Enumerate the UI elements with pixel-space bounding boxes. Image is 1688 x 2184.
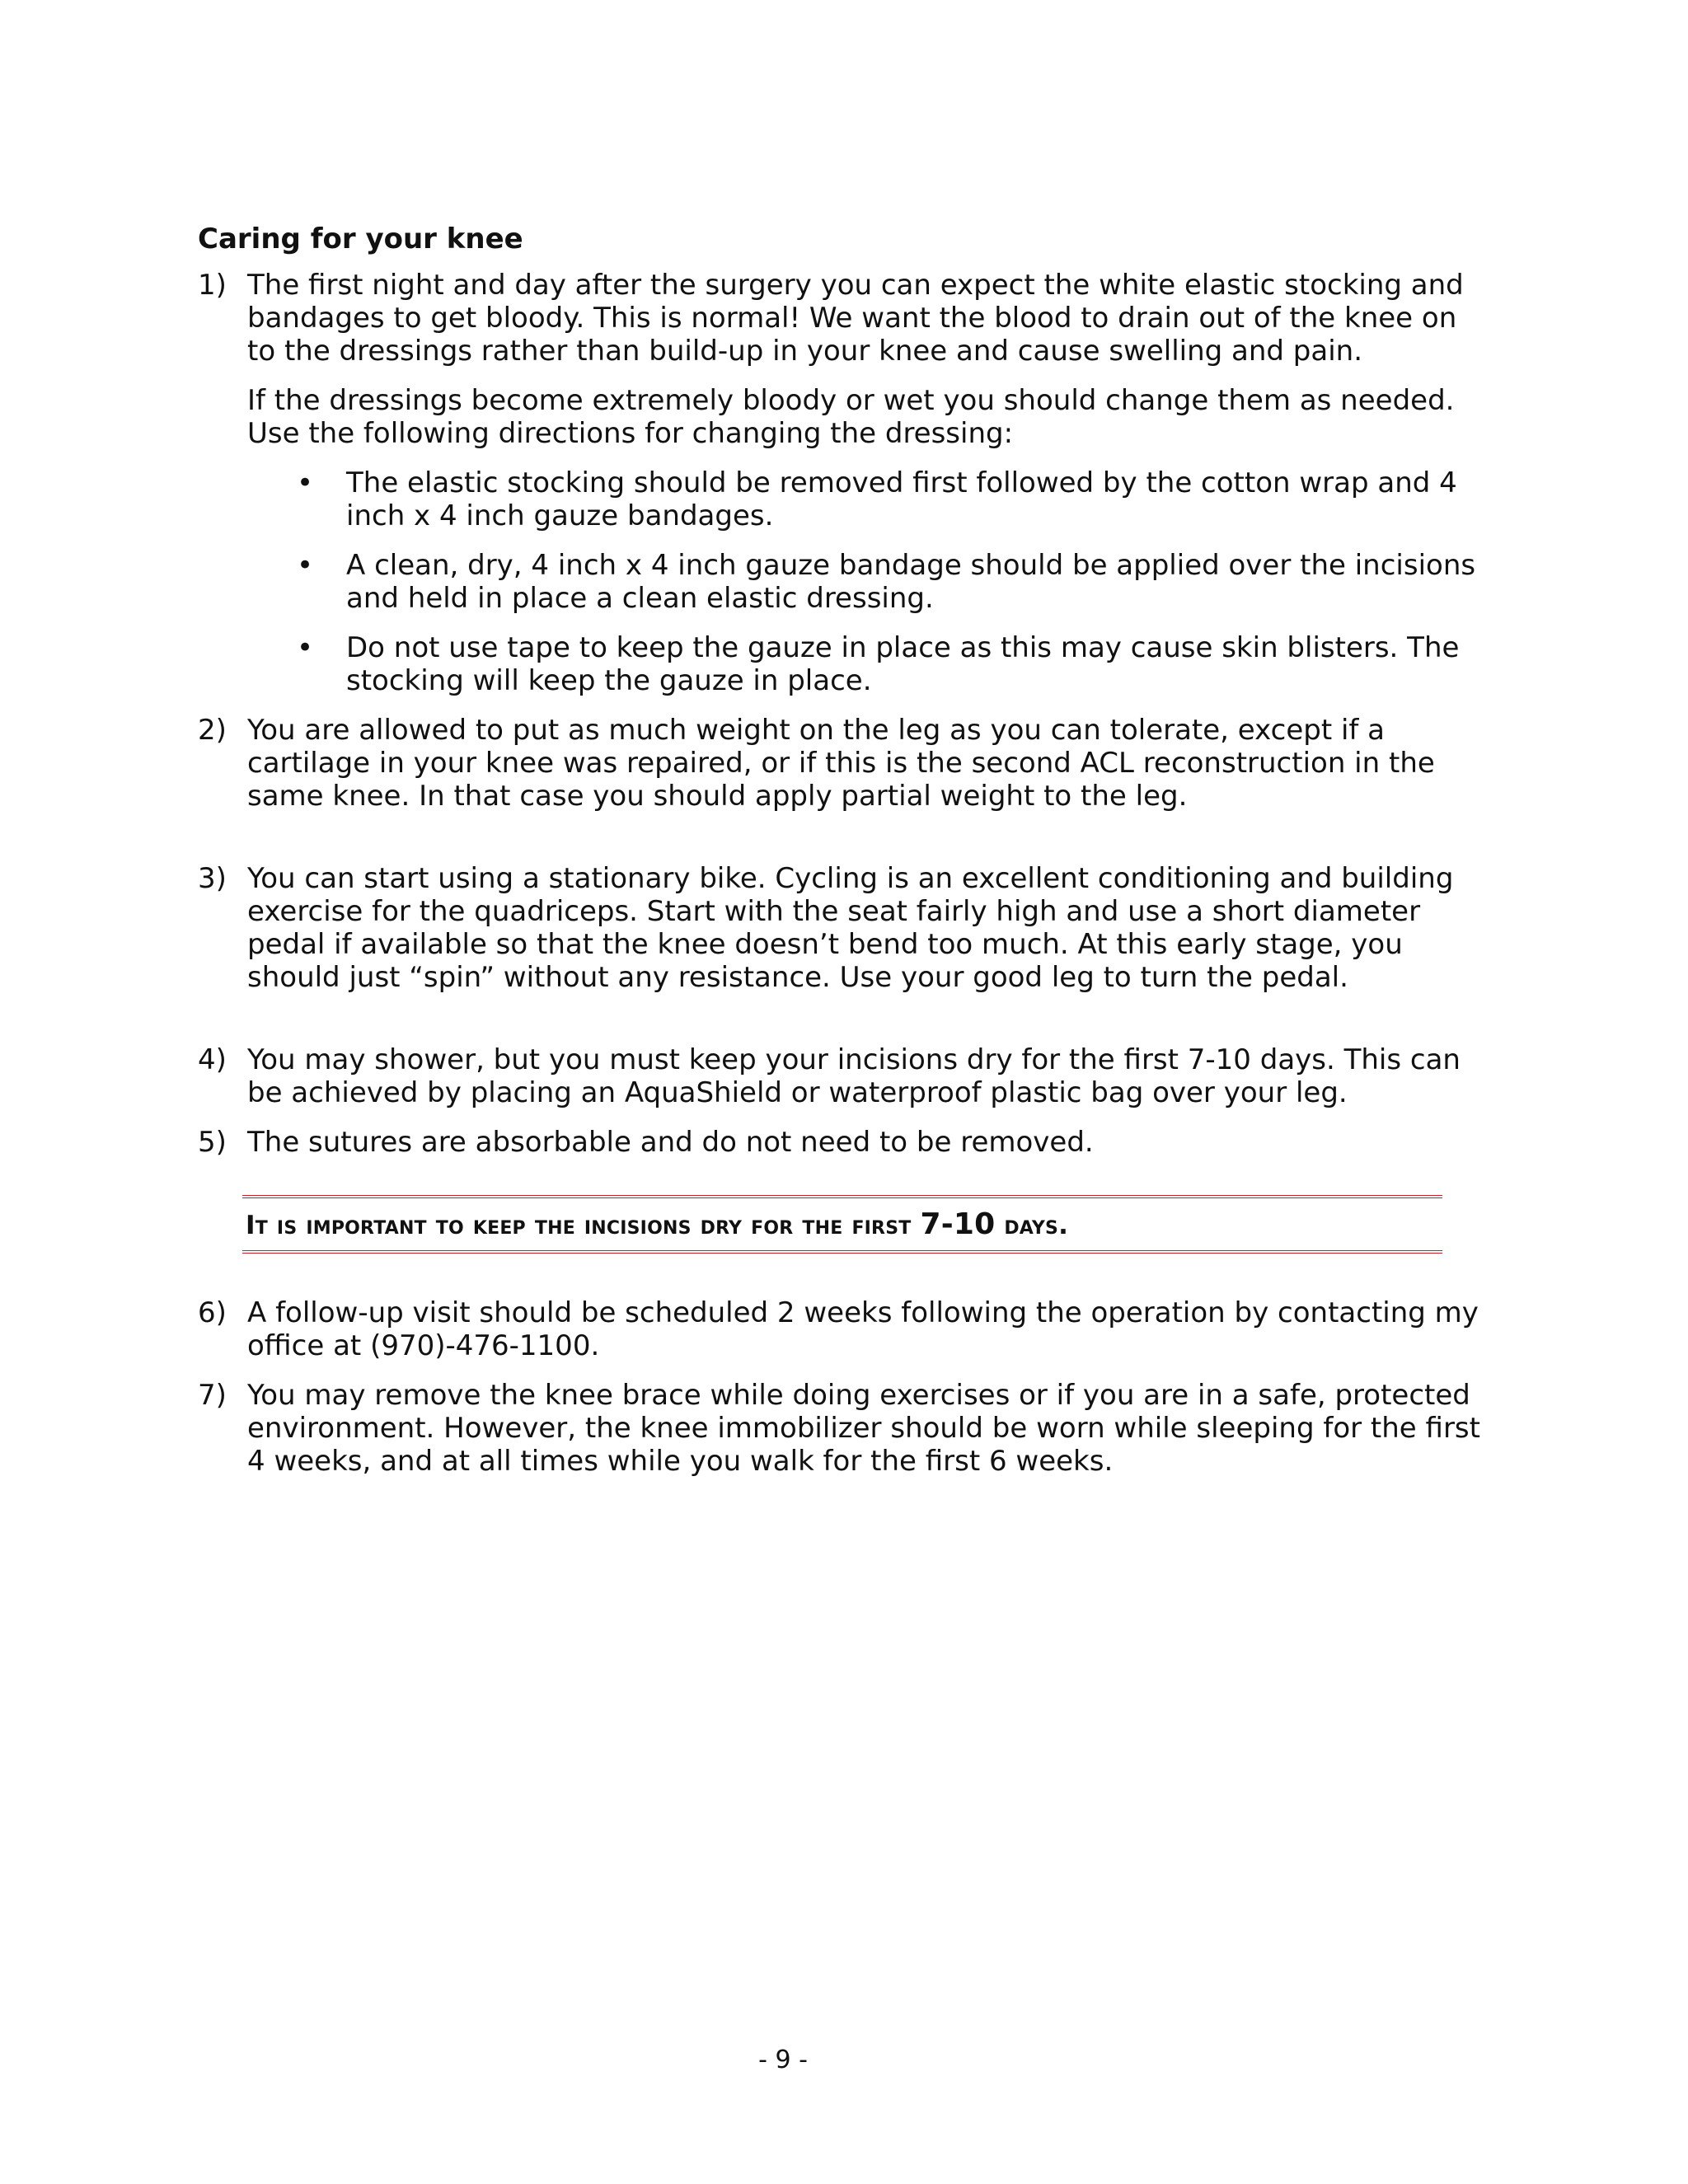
bullet-item [247,466,1484,532]
item-text: A follow-up visit should be scheduled 2 weeks following the operation by contacting my office at (970)-476-1100. [247,1296,1479,1362]
bullet-text: The elastic stocking should be removed first followed by the cotton wrap and 4 inch x 4 inch gauze bandages. [346,466,1457,532]
item-text: You may shower, but you must keep your incisions dry for the first 7-10 days. This can be achieved by placing an AquaShield or waterproof plastic bag over your leg. [247,1043,1461,1109]
item-text: You may remove the knee brace while doing exercises or if you are in a safe, protected environment. However, the knee immobilizer should be worn while sleeping for the first 4 weeks, and at all times while you walk for the first 6 weeks. [247,1379,1480,1478]
bullet-text: Do not use tape to keep the gauze in place as this may cause skin blisters. The stocking will keep the gauze in place. [346,631,1460,697]
section-heading: Caring for your knee [198,223,523,255]
item-text: The sutures are absorbable and do not need to be removed. [247,1126,1094,1159]
item-text: You are allowed to put as much weight on the leg as you can tolerate, except if a cartilage in your knee was repaired, or if this is the second ACL reconstruction in the same knee. In that case you should apply partial weight to the leg. [247,714,1435,813]
instructions-list-continued [198,1296,1484,1478]
list-item-7 [198,1379,1484,1478]
item-number: 3) [198,862,227,895]
callout-text-after: days. [1004,1211,1069,1240]
item-number: 7) [198,1379,227,1412]
item-number: 6) [198,1296,227,1329]
list-item-4 [198,1043,1484,1109]
bullet-icon: • [297,631,314,664]
list-item-6 [198,1296,1484,1362]
important-callout [242,1195,1442,1254]
bullet-icon: • [297,466,314,499]
list-item-5 [198,1126,1484,1159]
item-number: 1) [198,269,227,302]
item-text: You can start using a stationary bike. Cycling is an excellent conditioning and building exercise for the quadriceps. Start with the seat fairly high and use a short diameter pedal if available so that the knee doesn’t bend too much. At this early stage, you should just “spin” without any resistance. Use your good leg to turn the pedal. [247,862,1454,994]
dressing-steps-list [247,466,1484,697]
bullet-item [247,549,1484,615]
item-subparagraph: If the dressings become extremely bloody or wet you should change them as needed. Use the following directions for changing the dressing: [247,384,1455,450]
item-number: 5) [198,1126,227,1159]
item-text: The first night and day after the surgery you can expect the white elastic stocking and bandages to get bloody. This is normal! We want the blood to drain out of the knee on to the dressings rather than build-up in your knee and cause swelling and pain. [247,269,1464,368]
item-number: 4) [198,1043,227,1076]
bullet-text: A clean, dry, 4 inch x 4 inch gauze bandage should be applied over the incisions and held in place a clean elastic dressing. [346,549,1476,615]
callout-text-before: It is important to keep the incisions dry for the first [246,1211,912,1240]
instructions-list [198,269,1484,1159]
list-item-3 [198,862,1484,994]
bullet-icon: • [297,549,314,582]
item-number: 2) [198,714,227,747]
callout-text [246,1208,1439,1242]
document-page [198,221,1484,1494]
bullet-item [247,631,1484,697]
list-item-2 [198,714,1484,813]
callout-emphasis: 7-10 [920,1207,996,1241]
list-item-1 [198,269,1484,697]
page-number: - 9 - [758,2046,808,2074]
